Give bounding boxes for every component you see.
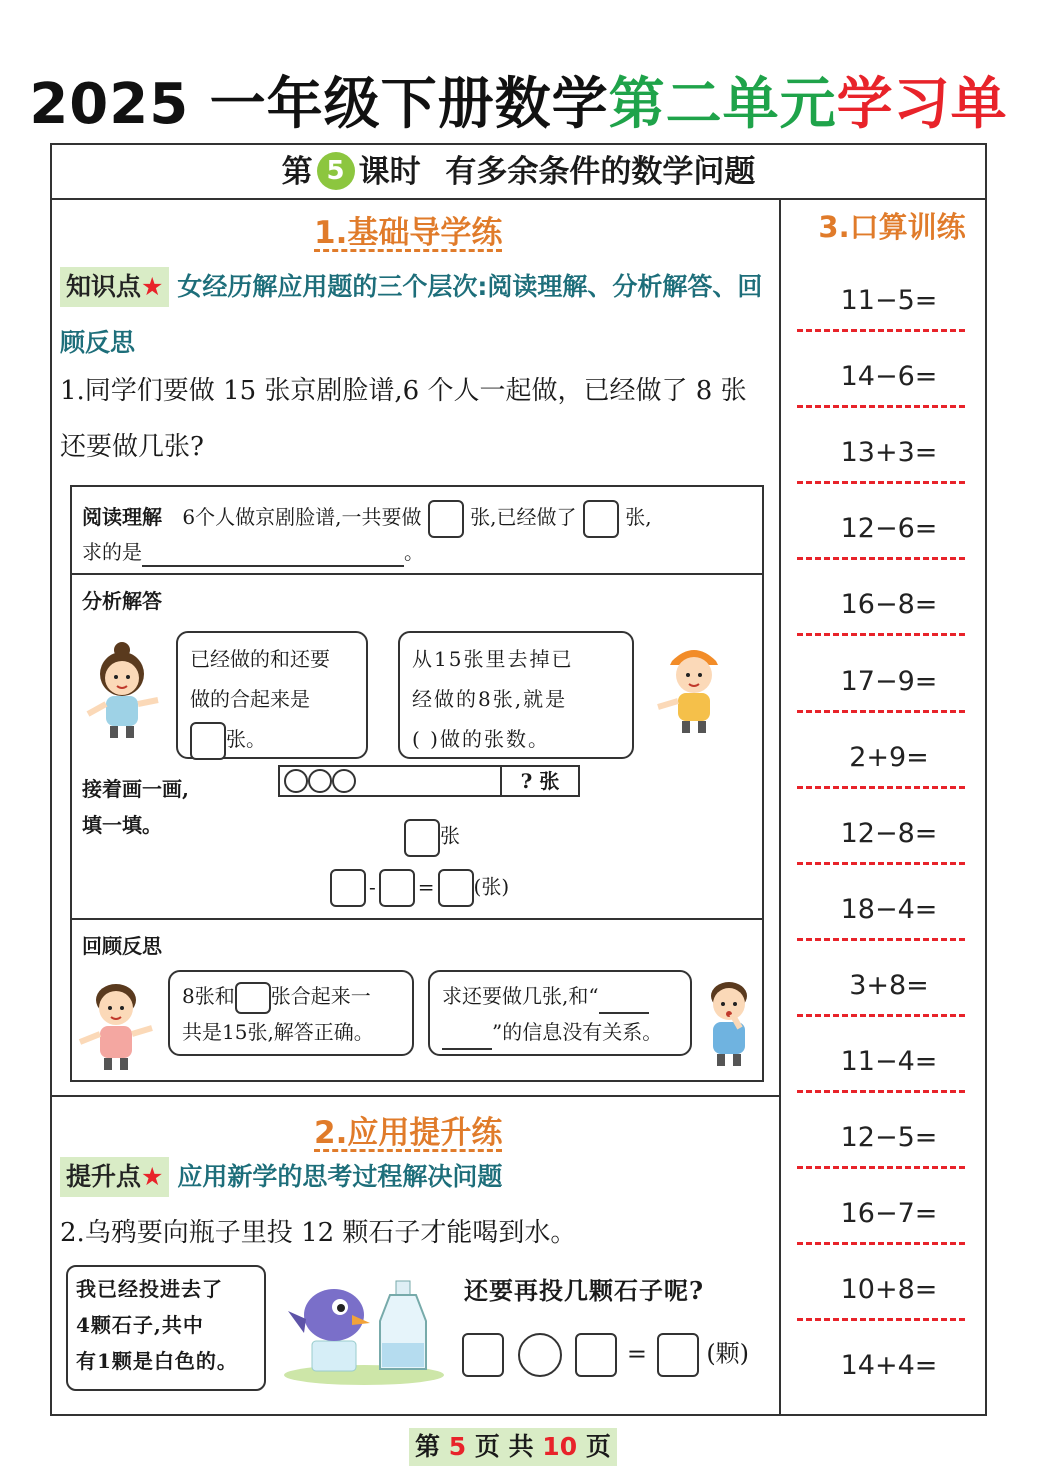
bubble-line: 共是15张,解答正确。 — [182, 1020, 374, 1044]
reading-row — [72, 487, 762, 575]
analysis-label: 分析解答 — [82, 589, 162, 613]
circle-shapes-icon — [280, 767, 370, 795]
page-footer — [409, 1428, 617, 1466]
footer-text: 页 — [585, 1432, 611, 1461]
crow-and-bottle-icon — [278, 1271, 448, 1387]
footer-text: 第 — [415, 1432, 441, 1461]
review-row — [72, 920, 762, 1080]
equation-row — [330, 869, 509, 907]
oral-calc-item: 2+9= — [849, 741, 929, 773]
answer-box[interactable] — [379, 869, 415, 907]
oral-calc-item: 13+3= — [840, 437, 938, 469]
girl-character-icon — [80, 640, 164, 740]
total-box-group — [404, 819, 460, 857]
review-bubble-right — [428, 970, 692, 1056]
speech-line: 我已经投进去了 — [76, 1277, 223, 1301]
bubble-line: 已经做的和还要 — [190, 647, 330, 671]
bubble-line: 经做的8张,就是 — [412, 687, 568, 711]
answer-blank[interactable] — [442, 1048, 492, 1050]
bubble-line: 8张和 — [182, 984, 235, 1008]
oral-calc-item: 11−5= — [840, 285, 938, 316]
operator-circle[interactable] — [518, 1333, 562, 1377]
speech-line: 有1颗是白色的。 — [76, 1349, 238, 1373]
answer-line[interactable] — [797, 329, 965, 332]
oral-calc-item: 17−9= — [840, 665, 938, 697]
bubble-line: 从15张里去掉已 — [412, 647, 574, 671]
answer-box[interactable] — [575, 1333, 617, 1377]
answer-box[interactable] — [438, 869, 474, 907]
reading-label: 阅读理解 — [82, 505, 162, 529]
answer-line[interactable] — [797, 1166, 965, 1169]
answer-box[interactable] — [190, 722, 226, 760]
reading-text-2: 张,已经做了 — [470, 505, 577, 529]
improvement-badge-label: 提升点 — [66, 1162, 142, 1191]
oral-calc-item: 11−4= — [840, 1046, 938, 1077]
title-part-grade: 2025 一年级下册数学 — [29, 72, 609, 137]
answer-line[interactable] — [797, 862, 965, 865]
reading-text-4: 求的是 — [82, 540, 142, 564]
bubble-line: 做的合起来是 — [190, 687, 310, 711]
bubble-line: 张合起来一 — [270, 984, 371, 1008]
worksheet-frame — [50, 143, 987, 1416]
title-part-sheet: 学习单 — [836, 72, 1008, 137]
answer-box[interactable] — [235, 982, 271, 1014]
boy-reflecting-icon — [696, 970, 762, 1070]
oral-calc-item: 12−8= — [840, 817, 938, 849]
section3-title: 3.口算训练 — [818, 210, 966, 244]
answer-box[interactable] — [404, 819, 440, 857]
bubble-line: 求还要做几张,和“ — [442, 984, 599, 1008]
knowledge-badge — [60, 267, 169, 307]
knowledge-text: 女经历解应用题的三个层次:阅读理解、分析解答、回顾反思 — [60, 272, 763, 357]
lesson-bar — [52, 145, 985, 200]
knowledge-point — [60, 259, 772, 371]
footer-text: 页 共 — [474, 1432, 534, 1461]
reading-text-5: 。 — [404, 540, 424, 564]
bubble-line: ( )做的张数。 — [412, 727, 550, 751]
answer-line[interactable] — [797, 633, 965, 636]
reading-text-1: 6个人做京剧脸谱,一共要做 — [182, 505, 422, 529]
oral-calc-item: 14−6= — [840, 361, 938, 393]
equals-sign: = — [417, 874, 435, 899]
answer-line[interactable] — [797, 481, 965, 484]
oral-calc-item: 10+8= — [840, 1274, 938, 1306]
result-unit: (颗) — [706, 1339, 750, 1368]
answer-line[interactable] — [797, 710, 965, 713]
answer-line[interactable] — [797, 938, 965, 941]
speech-bubble-left — [176, 631, 368, 759]
knowledge-badge-label: 知识点 — [66, 272, 142, 301]
oral-calc-item: 12−6= — [840, 513, 938, 545]
answer-line[interactable] — [797, 1318, 965, 1321]
section2-title: 2.应用提升练 — [314, 1115, 503, 1151]
star-icon: ★ — [141, 1162, 164, 1191]
star-icon: ★ — [141, 272, 164, 301]
answer-box[interactable] — [462, 1333, 504, 1377]
oral-calc-item: 16−8= — [840, 589, 938, 621]
improvement-text: 应用新学的思考过程解决问题 — [177, 1162, 503, 1191]
total-pages: 10 — [542, 1432, 578, 1461]
lesson-title: 有多余条件的数学问题 — [445, 154, 756, 190]
answer-line[interactable] — [797, 1090, 965, 1093]
lesson-suffix: 课时 — [358, 154, 421, 190]
title-part-unit: 第二单元 — [608, 72, 837, 137]
question-1: 1.同学们要做 15 张京剧脸谱,6 个人一起做，已经做了 8 张还要做几张? — [60, 376, 747, 462]
solution-box — [70, 485, 764, 1082]
bubble-line: 张。 — [226, 727, 266, 751]
improvement-badge — [60, 1157, 169, 1197]
current-page: 5 — [448, 1432, 467, 1461]
unknown-part: ? 张 — [520, 769, 560, 793]
reading-text-3: 张, — [625, 505, 652, 529]
drawn-part — [280, 767, 502, 795]
analysis-row — [72, 575, 762, 920]
oral-calc-item: 12−5= — [840, 1122, 938, 1154]
draw-instruction-line: 接着画一画, — [82, 777, 189, 801]
answer-line[interactable] — [797, 786, 965, 789]
answer-box[interactable] — [330, 869, 366, 907]
lesson-number-badge: 5 — [317, 152, 355, 190]
answer-line[interactable] — [797, 1014, 965, 1017]
answer-line[interactable] — [797, 557, 965, 560]
minus-sign: - — [369, 874, 376, 899]
review-label: 回顾反思 — [82, 934, 162, 958]
oral-calc-item: 18−4= — [840, 893, 938, 925]
result-unit: (张) — [473, 874, 510, 899]
answer-box[interactable] — [583, 500, 619, 538]
lesson-prefix: 第 — [281, 154, 313, 190]
review-bubble-left — [168, 970, 414, 1056]
total-unit: 张 — [440, 823, 460, 848]
crow-equation — [462, 1333, 749, 1377]
draw-instruction-line: 填一填。 — [82, 813, 162, 837]
page-title — [0, 70, 1037, 140]
answer-box[interactable] — [657, 1333, 699, 1377]
improvement-point — [60, 1155, 502, 1199]
section1-title: 1.基础导学练 — [314, 215, 503, 251]
oral-calc-item: 3+8= — [849, 969, 929, 1001]
oral-calc-item: 14+4= — [840, 1350, 938, 1382]
boy-thinking-icon — [74, 972, 158, 1072]
speech-bubble-right — [398, 631, 634, 759]
column-divider — [779, 200, 781, 1416]
draw-instruction — [82, 771, 189, 843]
equals-sign: = — [626, 1339, 648, 1368]
oral-calc-item: 16−7= — [840, 1198, 938, 1230]
crow-speech-bubble — [66, 1265, 266, 1391]
reading-content — [82, 497, 652, 538]
answer-box[interactable] — [428, 500, 464, 538]
reading-question — [82, 537, 424, 567]
speech-line: 4颗石子,共中 — [76, 1313, 204, 1337]
section-divider — [52, 1095, 779, 1097]
answer-blank[interactable] — [142, 565, 404, 567]
crow-question: 还要再投几颗石子呢? — [464, 1276, 705, 1305]
bubble-line: ”的信息没有关系。 — [492, 1020, 663, 1044]
boy-character-icon — [652, 635, 736, 735]
question-2: 2.乌鸦要向瓶子里投 12 颗石子才能喝到水。 — [60, 1218, 577, 1248]
answer-line[interactable] — [797, 1242, 965, 1245]
answer-line[interactable] — [797, 405, 965, 408]
drawing-bar[interactable] — [278, 765, 580, 797]
